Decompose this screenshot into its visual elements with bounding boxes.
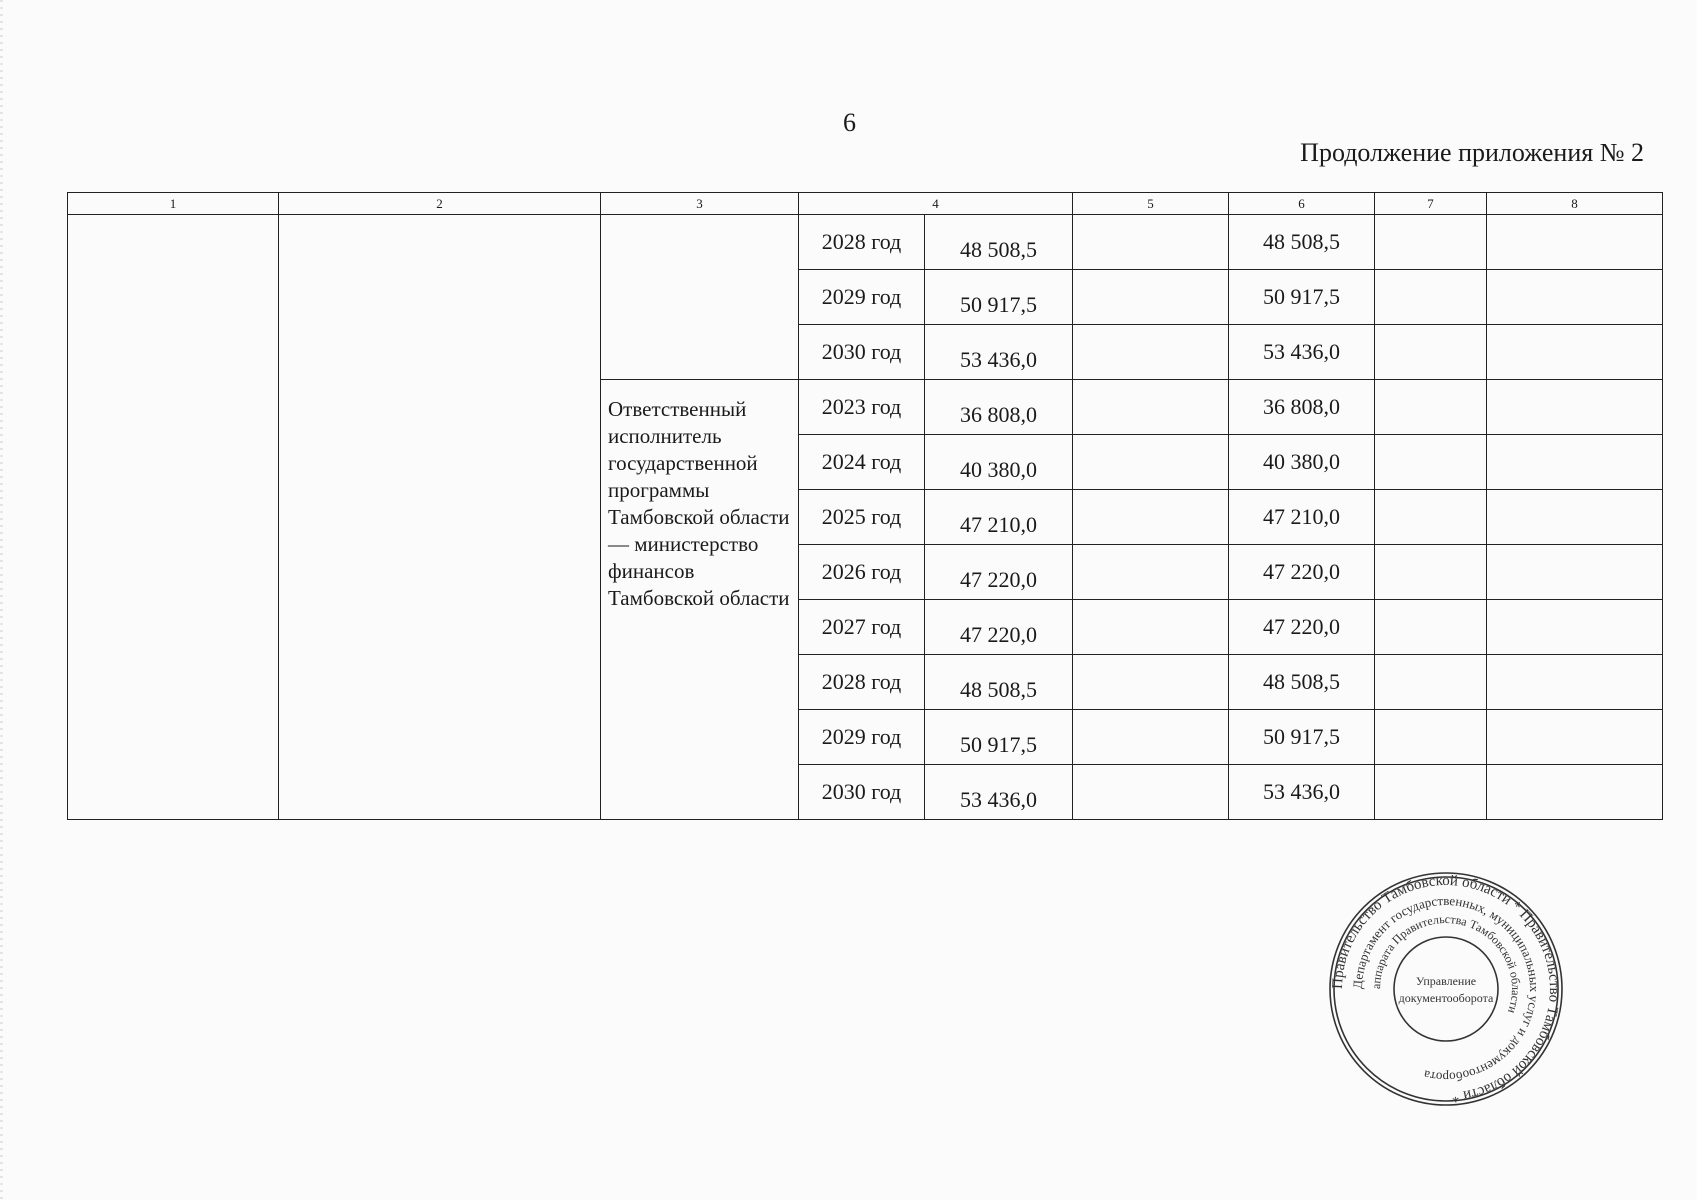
- column-2-cell: [279, 215, 601, 820]
- column-8-cell: [1487, 765, 1663, 820]
- stamp-inner-text: аппарата Правительства Тамбовской области: [1368, 911, 1524, 1016]
- column-7-cell: [1375, 490, 1487, 545]
- stamp-center-line-1: Управление: [1415, 974, 1477, 988]
- column-6-amount-cell: 48 508,5: [1229, 215, 1375, 270]
- column-8-cell: [1487, 545, 1663, 600]
- total-amount-cell: 36 808,0: [925, 380, 1073, 435]
- total-amount-cell: 50 917,5: [925, 270, 1073, 325]
- column-6-amount-cell: 50 917,5: [1229, 270, 1375, 325]
- total-amount-cell: 40 380,0: [925, 435, 1073, 490]
- column-number-6: 6: [1229, 193, 1375, 215]
- year-cell: 2024 год: [799, 435, 925, 490]
- column-5-cell: [1073, 765, 1229, 820]
- column-number-2: 2: [279, 193, 601, 215]
- responsible-executor-cell: Ответственный исполнитель государственной программы Тамбовской области — министерство финансов Тамбовской области: [601, 380, 799, 820]
- year-cell: 2025 год: [799, 490, 925, 545]
- year-cell: 2029 год: [799, 710, 925, 765]
- total-amount-cell: 47 220,0: [925, 600, 1073, 655]
- page-number: 6: [843, 108, 856, 137]
- column-5-cell: [1073, 545, 1229, 600]
- column-7-cell: [1375, 765, 1487, 820]
- column-8-cell: [1487, 490, 1663, 545]
- total-amount-cell: 47 210,0: [925, 490, 1073, 545]
- official-seal-stamp: [1328, 871, 1564, 1107]
- column-5-cell: [1073, 710, 1229, 765]
- column-number-3: 3: [601, 193, 799, 215]
- year-cell: 2026 год: [799, 545, 925, 600]
- column-number-8: 8: [1487, 193, 1663, 215]
- column-8-cell: [1487, 215, 1663, 270]
- column-5-cell: [1073, 380, 1229, 435]
- column-3-cell: [601, 215, 799, 380]
- column-6-amount-cell: 53 436,0: [1229, 765, 1375, 820]
- column-number-7: 7: [1375, 193, 1487, 215]
- column-8-cell: [1487, 270, 1663, 325]
- total-amount-cell: 48 508,5: [925, 655, 1073, 710]
- column-5-cell: [1073, 600, 1229, 655]
- year-cell: 2030 год: [799, 325, 925, 380]
- year-cell: 2030 год: [799, 765, 925, 820]
- column-6-amount-cell: 47 220,0: [1229, 545, 1375, 600]
- column-7-cell: [1375, 325, 1487, 380]
- column-5-cell: [1073, 655, 1229, 710]
- column-8-cell: [1487, 380, 1663, 435]
- year-cell: 2029 год: [799, 270, 925, 325]
- column-8-cell: [1487, 655, 1663, 710]
- stamp-outer-text: Правительство Тамбовской области * Правительство Тамбовской области *: [1329, 872, 1563, 1105]
- column-5-cell: [1073, 435, 1229, 490]
- column-7-cell: [1375, 380, 1487, 435]
- column-8-cell: [1487, 325, 1663, 380]
- column-7-cell: [1375, 710, 1487, 765]
- total-amount-cell: 53 436,0: [925, 325, 1073, 380]
- stamp-center-line-2: документооборота: [1398, 991, 1494, 1005]
- table-row: [68, 215, 1663, 270]
- column-7-cell: [1375, 270, 1487, 325]
- total-amount-cell: 47 220,0: [925, 545, 1073, 600]
- total-amount-cell: 53 436,0: [925, 765, 1073, 820]
- column-5-cell: [1073, 215, 1229, 270]
- column-7-cell: [1375, 600, 1487, 655]
- column-number-row: [68, 193, 1663, 215]
- column-5-cell: [1073, 325, 1229, 380]
- total-amount-cell: 48 508,5: [925, 215, 1073, 270]
- column-5-cell: [1073, 490, 1229, 545]
- column-7-cell: [1375, 215, 1487, 270]
- scan-edge-noise: [0, 0, 3, 1200]
- funding-table: [67, 192, 1663, 820]
- year-cell: 2023 год: [799, 380, 925, 435]
- column-6-amount-cell: 53 436,0: [1229, 325, 1375, 380]
- column-7-cell: [1375, 435, 1487, 490]
- column-7-cell: [1375, 655, 1487, 710]
- column-number-4: 4: [799, 193, 1073, 215]
- column-6-amount-cell: 50 917,5: [1229, 710, 1375, 765]
- column-6-amount-cell: 47 220,0: [1229, 600, 1375, 655]
- column-number-1: 1: [68, 193, 279, 215]
- stamp-middle-text: Департамент государственных, муниципальных услуг и документооборота: [1349, 892, 1543, 1086]
- year-cell: 2027 год: [799, 600, 925, 655]
- column-8-cell: [1487, 600, 1663, 655]
- column-6-amount-cell: 48 508,5: [1229, 655, 1375, 710]
- column-1-cell: [68, 215, 279, 820]
- year-cell: 2028 год: [799, 215, 925, 270]
- appendix-continuation-caption: Продолжение приложения № 2: [1300, 138, 1644, 167]
- column-8-cell: [1487, 435, 1663, 490]
- column-6-amount-cell: 47 210,0: [1229, 490, 1375, 545]
- year-cell: 2028 год: [799, 655, 925, 710]
- column-5-cell: [1073, 270, 1229, 325]
- column-7-cell: [1375, 545, 1487, 600]
- column-8-cell: [1487, 710, 1663, 765]
- column-6-amount-cell: 36 808,0: [1229, 380, 1375, 435]
- column-number-5: 5: [1073, 193, 1229, 215]
- total-amount-cell: 50 917,5: [925, 710, 1073, 765]
- column-6-amount-cell: 40 380,0: [1229, 435, 1375, 490]
